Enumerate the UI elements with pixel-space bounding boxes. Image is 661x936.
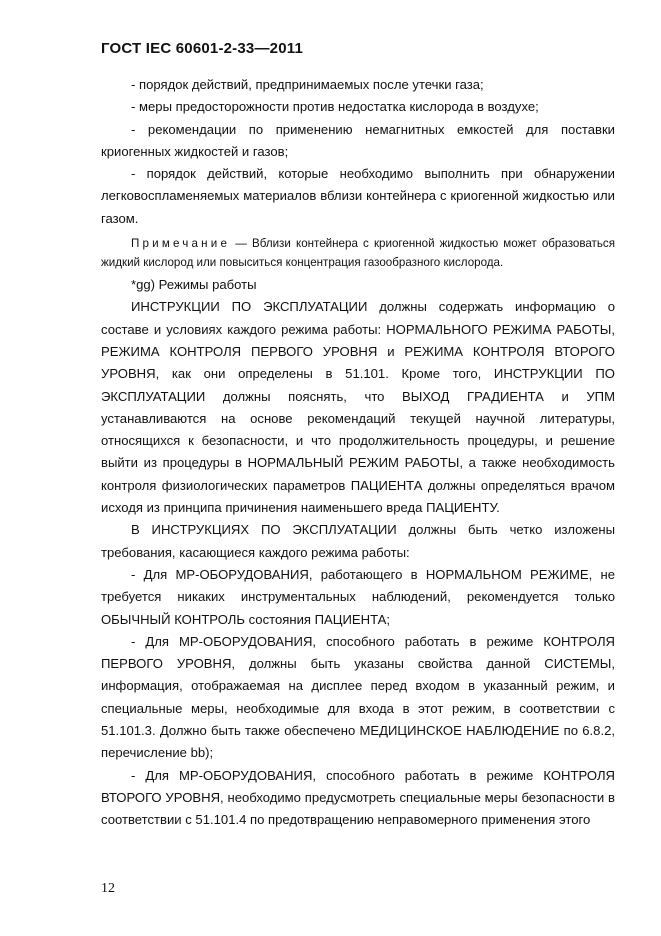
note-dash: — — [230, 237, 252, 251]
paragraph: ИНСТРУКЦИИ ПО ЭКСПЛУАТАЦИИ должны содержать информацию о составе и условиях каждого режима работы: НОРМАЛЬНОГО РЕЖИМА РАБОТЫ, РЕЖИМА КОНТРОЛЯ ПЕРВОГО УРОВНЯ и РЕЖИМА КОНТРОЛЯ ВТОРОГО УРОВНЯ, как они определены в 51.101. Кроме того, ИНСТРУКЦИИ ПО ЭКСПЛУАТАЦИИ должны пояснять, что ВЫХОД ГРАДИЕНТА и УПМ устанавливаются на основе рекомендаций текущей научной литературы, относящихся к безопасности, и что продолжительность процедуры, и решение выйти из процедуры в НОРМАЛЬНЫЙ РЕЖИМ РАБОТЫ, а также необходимость контроля физиологических параметров ПАЦИЕНТА должны определяться врачом исходя из принципа причинения наименьшего вреда ПАЦИЕНТУ. — [101, 299, 615, 516]
note-text: Вблизи контейнера с криогенной жидкостью может образоваться жидкий кислород или повыситься концентрация газообразного кислорода. — [101, 237, 615, 270]
page-number: 12 — [101, 881, 115, 896]
list-item: - порядок действий, предпринимаемых после утечки газа; — [131, 77, 484, 92]
list-item: - меры предосторожности против недостатка кислорода в воздухе; — [131, 99, 539, 115]
list-item: - рекомендации по применению немагнитных емкостей для поставки криогенных жидкостей и газов; — [101, 121, 615, 159]
list-item: - Для МР-ОБОРУДОВАНИЯ, работающего в НОРМАЛЬНОМ РЕЖИМЕ, не требуется никаких инструментальных наблюдений, рекомендуется только ОБЫЧНЫЙ КОНТРОЛЬ состояния ПАЦИЕНТА; — [101, 566, 615, 627]
document-header: ГОСТ IEC 60601-2-33—2011 — [101, 40, 304, 57]
page-body — [101, 74, 615, 832]
note — [101, 234, 615, 272]
list-item: - порядок действий, которые необходимо выполнить при обнаружении легковоспламеняемых материалов вблизи контейнера с криогенной жидкостью или газом. — [101, 166, 615, 226]
note-label: Примечание — [131, 237, 231, 251]
list-item: - Для МР-ОБОРУДОВАНИЯ, способного работать в режиме КОНТРОЛЯ ВТОРОГО УРОВНЯ, необходимо предусмотреть специальные меры безопасности в соответствии с 51.101.4 по предотвращению неправомерного применения этого — [101, 767, 615, 828]
paragraph: В ИНСТРУКЦИЯХ ПО ЭКСПЛУАТАЦИИ должны быть четко изложены требования, касающиеся каждого режима работы: — [101, 522, 615, 560]
section-title: *gg) Режимы работы — [131, 277, 257, 293]
list-item: - Для МР-ОБОРУДОВАНИЯ, способного работать в режиме КОНТРОЛЯ ПЕРВОГО УРОВНЯ, должны быть указаны свойства данной СИСТЕМЫ, информация, отображаемая на дисплее перед входом в указанный режим, и специальные меры, необходимые для входа в этот режим, в соответствии с 51.101.3. Должно быть также обеспечено МЕДИЦИНСКОЕ НАБЛЮДЕНИЕ по 6.8.2, перечисление bb); — [101, 633, 615, 761]
